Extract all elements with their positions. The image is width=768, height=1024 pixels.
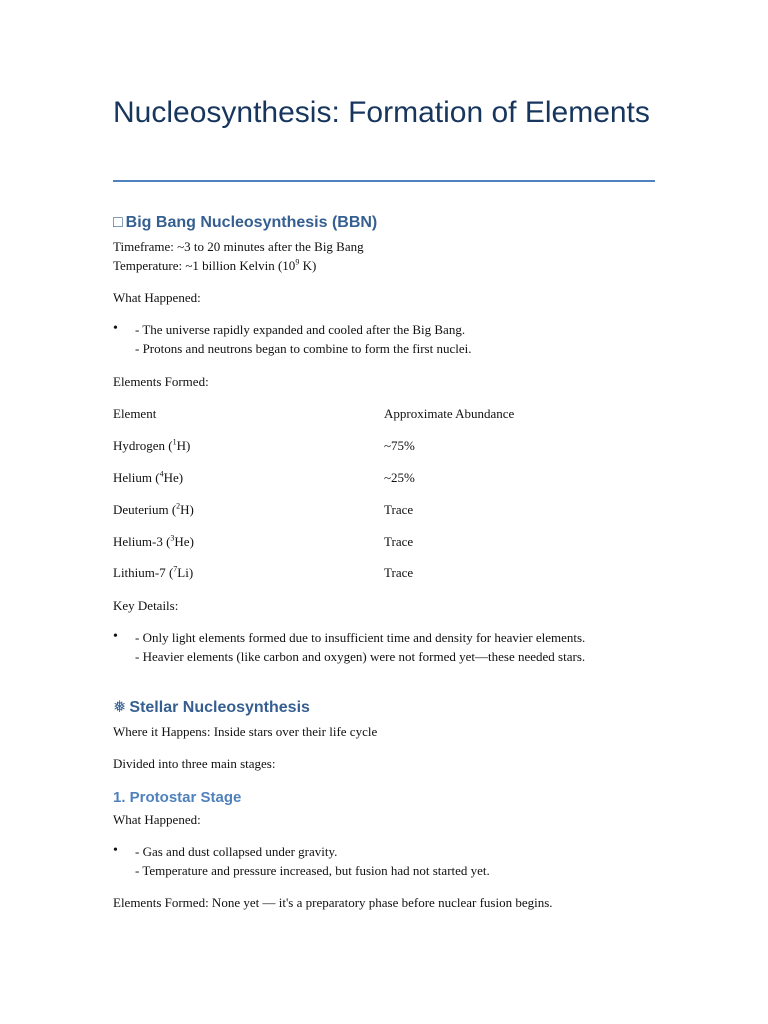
stellar-divided: Divided into three main stages: bbox=[113, 756, 276, 771]
element-symbol: H) bbox=[176, 438, 191, 453]
table-row bbox=[113, 500, 673, 519]
table-cell-element bbox=[113, 468, 183, 487]
element-symbol: He) bbox=[174, 534, 194, 549]
table-header-row bbox=[113, 404, 673, 423]
table-cell-abundance: ~75% bbox=[384, 438, 415, 453]
bbn-timeframe: Timeframe: ~3 to 20 minutes after the Big Bang bbox=[113, 239, 364, 254]
table-cell-abundance: Trace bbox=[384, 502, 414, 517]
list-item: - Only light elements formed due to insufficient time and density for heavier elements. bbox=[135, 630, 586, 645]
table-row bbox=[113, 436, 673, 455]
placeholder-icon: □ bbox=[113, 214, 123, 231]
table-cell-element bbox=[113, 563, 193, 582]
element-name: Hydrogen ( bbox=[113, 438, 173, 453]
bbn-what-happened-label: What Happened: bbox=[113, 290, 201, 305]
table-cell-element bbox=[113, 436, 190, 455]
element-symbol: He) bbox=[163, 470, 184, 485]
bbn-temperature-prefix: Temperature: ~1 billion Kelvin (10 bbox=[113, 258, 296, 273]
section-heading-stellar-label: Stellar Nucleosynthesis bbox=[129, 699, 310, 716]
list-item: - Protons and neutrons began to combine to form the first nuclei. bbox=[135, 341, 472, 356]
page-title: Nucleosynthesis: Formation of Elements bbox=[113, 96, 650, 129]
bullet-icon: • bbox=[113, 843, 118, 858]
bbn-temperature bbox=[113, 256, 316, 275]
table-header-abundance: Approximate Abundance bbox=[384, 406, 515, 421]
bbn-elements-formed-label: Elements Formed: bbox=[113, 374, 209, 389]
section-heading-stellar bbox=[113, 698, 310, 718]
list-item: - The universe rapidly expanded and cooled after the Big Bang. bbox=[135, 322, 466, 337]
list-item: - Gas and dust collapsed under gravity. bbox=[135, 844, 338, 859]
snowflake-icon: ❅ bbox=[113, 699, 127, 716]
element-mass-number: 4 bbox=[159, 469, 164, 479]
stellar-where: Where it Happens: Inside stars over their life cycle bbox=[113, 724, 378, 739]
protostar-elements-formed: Elements Formed: None yet — it's a preparatory phase before nuclear fusion begins. bbox=[113, 895, 553, 910]
bullet-icon: • bbox=[113, 629, 118, 644]
element-symbol: Li) bbox=[177, 565, 194, 580]
title-underline bbox=[113, 180, 655, 182]
bbn-temperature-suffix: K) bbox=[299, 258, 317, 273]
element-name: Helium ( bbox=[113, 470, 160, 485]
element-mass-number: 3 bbox=[170, 533, 175, 543]
bbn-temperature-exponent: 9 bbox=[295, 257, 300, 267]
protostar-what-happened-label: What Happened: bbox=[113, 812, 201, 827]
section-heading-bbn bbox=[113, 213, 377, 233]
bullet-icon: • bbox=[113, 321, 118, 336]
bbn-key-details-label: Key Details: bbox=[113, 598, 179, 613]
subsection-heading-protostar: 1. Protostar Stage bbox=[113, 789, 242, 806]
element-mass-number: 7 bbox=[173, 564, 178, 574]
table-cell-abundance: Trace bbox=[384, 565, 414, 580]
list-item: - Heavier elements (like carbon and oxygen) were not formed yet—these needed stars. bbox=[135, 649, 586, 664]
table-header-element: Element bbox=[113, 406, 157, 421]
table-row bbox=[113, 468, 673, 487]
element-name: Helium-3 ( bbox=[113, 534, 171, 549]
list-item: - Temperature and pressure increased, but fusion had not started yet. bbox=[135, 863, 490, 878]
table-row bbox=[113, 532, 673, 551]
table-cell-abundance: ~25% bbox=[384, 470, 415, 485]
table-cell-element bbox=[113, 532, 194, 551]
element-mass-number: 1 bbox=[172, 437, 177, 447]
element-symbol: H) bbox=[180, 502, 194, 517]
section-heading-bbn-label: Big Bang Nucleosynthesis (BBN) bbox=[125, 214, 378, 231]
element-name: Deuterium ( bbox=[113, 502, 177, 517]
element-name: Lithium-7 ( bbox=[113, 565, 174, 580]
table-row bbox=[113, 563, 673, 582]
table-cell-abundance: Trace bbox=[384, 534, 414, 549]
table-cell-element bbox=[113, 500, 194, 519]
element-mass-number: 2 bbox=[176, 501, 181, 511]
